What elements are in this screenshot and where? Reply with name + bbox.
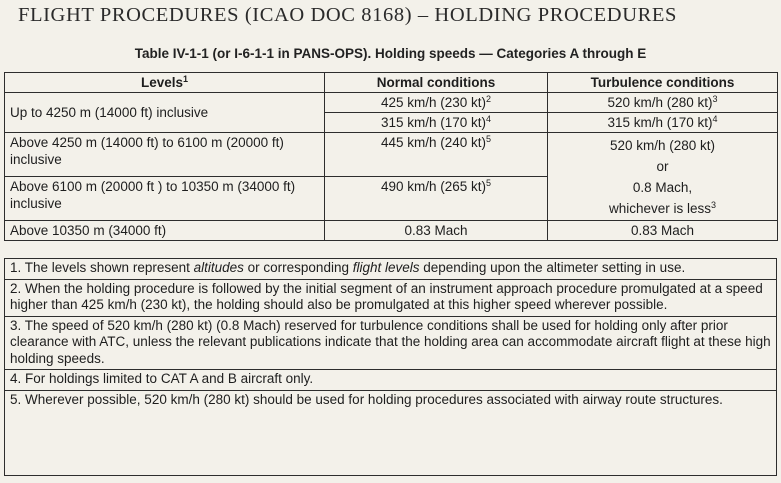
level-cell: Up to 4250 m (14000 ft) inclusive (5, 93, 325, 133)
level-cell: Above 4250 m (14000 ft) to 6100 m (20000 ft) inclusive (5, 133, 325, 177)
turbulence-cell: 315 km/h (170 kt)$^4$ (548, 113, 778, 133)
holding-speeds-table (4, 72, 778, 241)
table-row (5, 221, 778, 241)
note-1: 1. The levels shown represent altitudes or corresponding flight levels depending upon the altimeter setting in use. (5, 258, 776, 279)
level-cell: Above 10350 m (34000 ft) (5, 221, 325, 241)
note-5: 5. Wherever possible, 520 km/h (280 kt) should be used for holding procedures associated with airway route structures. (5, 390, 776, 411)
normal-cell: 425 km/h (230 kt)$^2$ (325, 93, 548, 113)
turbulence-cell: 520 km/h (280 kt)$^3$ (548, 93, 778, 113)
table-row (5, 93, 778, 113)
level-cell: Above 6100 m (20000 ft ) to 10350 m (34000 ft) inclusive (5, 177, 325, 221)
turbulence-cell: 0.83 Mach (548, 221, 778, 241)
note-2: 2. When the holding procedure is followed by the initial segment of an instrument approach procedure promulgated at a speed higher than 425 km/h (230 kt), the holding should also be promulgated at this higher speed wherever possible. (5, 279, 776, 316)
turbulence-merged-cell: 520 km/h (280 kt) or 0.8 Mach, whichever is less$^3$ (548, 133, 778, 221)
normal-cell: 490 km/h (265 kt)$^5$ (325, 177, 548, 221)
header-turbulence-conditions: Turbulence conditions (548, 73, 778, 93)
normal-cell: 315 km/h (170 kt)$^4$ (325, 113, 548, 133)
table-row (5, 133, 778, 177)
header-normal-conditions: Normal conditions (325, 73, 548, 93)
normal-cell: 0.83 Mach (325, 221, 548, 241)
note-3: 3. The speed of 520 km/h (280 kt) (0.8 Mach) reserved for turbulence conditions shall be used for holding only after prior clearance with ATC, unless the relevant publications indicate that the holding area can accommodate aircraft flight at these high holding speeds. (5, 316, 776, 370)
table-caption: Table IV-1-1 (or I-6-1-1 in PANS-OPS). Holding speeds — Categories A through E (134, 46, 647, 61)
header-levels: Levels$^1$ (5, 73, 325, 93)
page-header: FLIGHT PROCEDURES (ICAO DOC 8168) – HOLDING PROCEDURES (18, 4, 678, 26)
note-4: 4. For holdings limited to CAT A and B aircraft only. (5, 369, 776, 390)
table-header-row (5, 73, 778, 93)
normal-cell: 445 km/h (240 kt)$^5$ (325, 133, 548, 177)
table-notes (4, 258, 777, 476)
